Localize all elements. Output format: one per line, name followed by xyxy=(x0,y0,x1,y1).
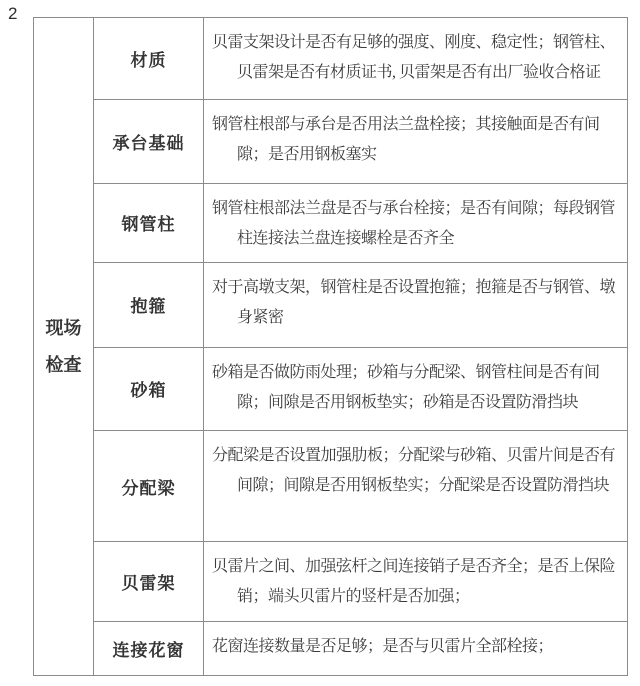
row-description xyxy=(204,263,627,347)
row-description-text: 贝雷片之间、加强弦杆之间连接销子是否齐全；是否上保险销；端头贝雷片的竖杆是否加强； xyxy=(212,558,616,606)
row-label: 分配梁 xyxy=(94,431,204,541)
row-description xyxy=(204,18,627,99)
table-row xyxy=(94,184,627,263)
row-description xyxy=(204,431,627,541)
row-label: 承台基础 xyxy=(94,100,204,183)
table-row xyxy=(94,542,627,622)
merged-cell-site-inspection xyxy=(34,18,94,675)
row-description xyxy=(204,622,627,675)
row-description-text: 钢管柱根部与承台是否用法兰盘栓接；其接触面是否有间隙；是否用钢板塞实 xyxy=(212,115,600,163)
row-description-text: 贝雷支架设计是否有足够的强度、刚度、稳定性；钢管柱、贝雷架是否有材质证书, 贝雷架是否有出厂验收合格证 xyxy=(212,34,616,81)
row-description-text: 砂箱是否做防雨处理；砂箱与分配梁、钢管柱间是否有间隙；间隙是否用钢板垫实；砂箱是否设置防滑挡块 xyxy=(212,363,600,411)
row-description-text: 钢管柱根部法兰盘是否与承台栓接；是否有间隙；每段钢管柱连接法兰盘连接螺栓是否齐全 xyxy=(212,199,616,247)
table-row xyxy=(94,622,627,675)
site-inspection-label: 现场检查 xyxy=(45,317,82,375)
row-label: 砂箱 xyxy=(94,348,204,431)
row-label: 贝雷架 xyxy=(94,542,204,621)
row-description xyxy=(204,542,627,621)
row-label: 连接花窗 xyxy=(94,622,204,675)
inspection-table xyxy=(33,17,628,676)
table-row xyxy=(94,100,627,184)
row-label: 抱箍 xyxy=(94,263,204,347)
row-description-text: 花窗连接数量是否足够；是否与贝雷片全部栓接； xyxy=(212,638,554,656)
table-row xyxy=(94,263,627,348)
table-row xyxy=(94,348,627,432)
row-label: 材质 xyxy=(94,18,204,99)
row-label: 钢管柱 xyxy=(94,184,204,262)
table-rows xyxy=(94,18,627,675)
row-description-text: 分配梁是否设置加强肋板；分配梁与砂箱、贝雷片间是否有间隙；间隙是否用钢板垫实；分配梁是否设置防滑挡块 xyxy=(212,447,616,495)
row-description-text: 对于高墩支架，钢管柱是否设置抱箍；抱箍是否与钢管、墩身紧密 xyxy=(212,278,616,326)
page-number: 2 xyxy=(8,4,18,23)
row-description xyxy=(204,348,627,431)
row-description xyxy=(204,184,627,262)
table-row xyxy=(94,431,627,542)
table-row xyxy=(94,18,627,100)
row-description xyxy=(204,100,627,183)
